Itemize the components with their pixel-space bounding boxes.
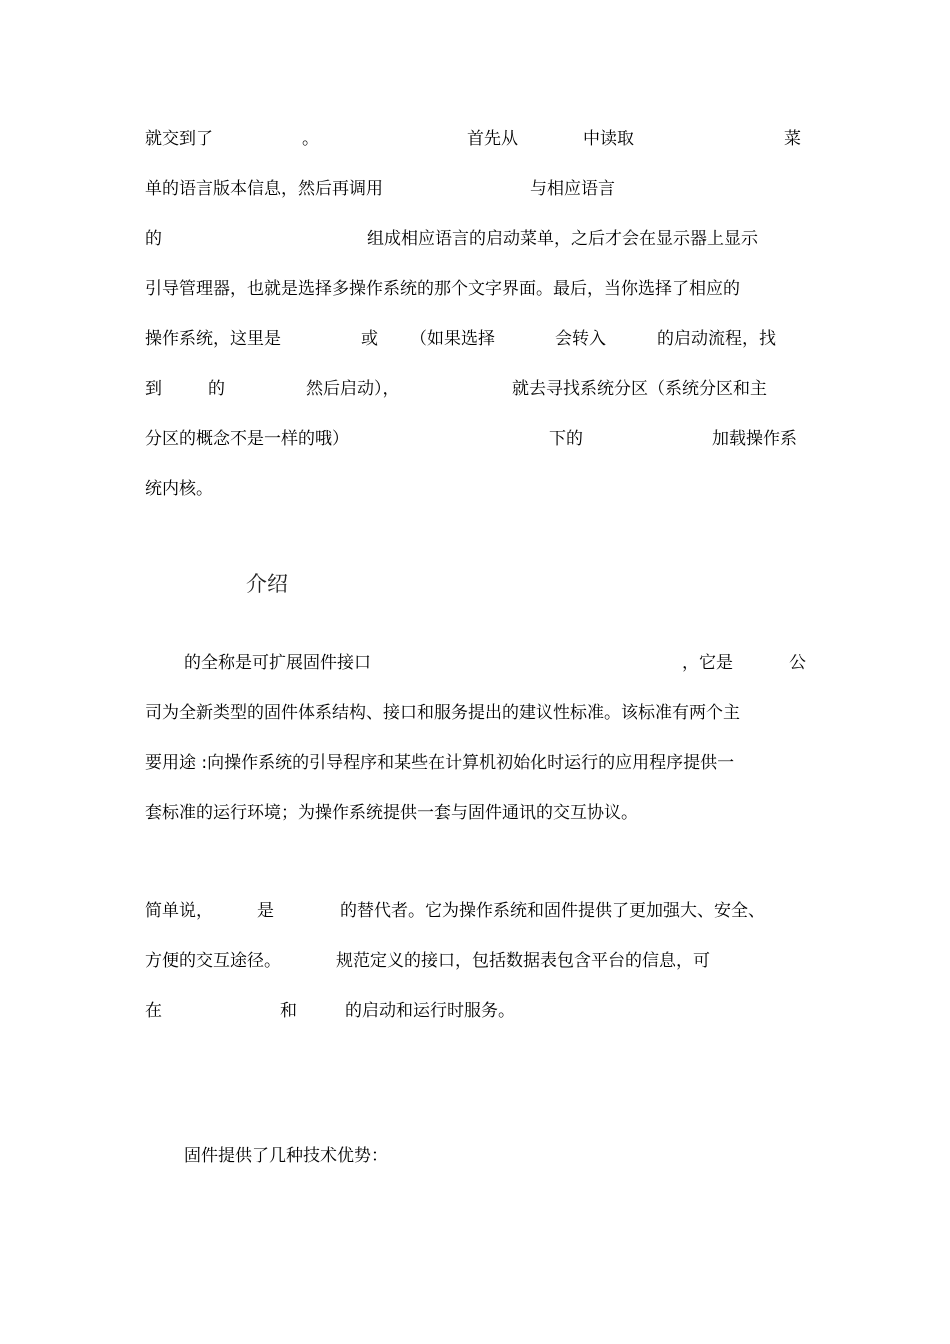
- p2-line3-a: 要用途 :向操作系统的引导程序和某些在计算机初始化时运行的应用程序提供一: [145, 753, 735, 773]
- p1-line1-a: 就交到了: [145, 129, 213, 149]
- p1-line2-b: 与相应语言: [530, 179, 615, 199]
- p1-line1-c: 首先从: [467, 129, 518, 149]
- p3-line1-a: 简单说，: [145, 901, 213, 921]
- p3-line2-a: 方便的交互途径。: [145, 951, 281, 971]
- p1-line6-a: 到: [145, 379, 162, 399]
- p2-line1-a: 的全称是可扩展固件接口: [184, 653, 371, 673]
- p3-line3-a: 在: [145, 1001, 162, 1021]
- p1-line7-a: 分区的概念不是一样的哦）: [145, 429, 349, 449]
- p1-line1-e: 菜: [784, 129, 801, 149]
- p2-line1-b: ，它是: [682, 653, 733, 673]
- p1-line2-a: 单的语言版本信息，然后再调用: [145, 179, 383, 199]
- p3-line3-b: 和: [280, 1001, 297, 1021]
- p1-line6-b: 的: [208, 379, 225, 399]
- p3-line2-b: 规范定义的接口，包括数据表包含平台的信息，可: [336, 951, 710, 971]
- p1-line7-c: 加载操作系: [712, 429, 797, 449]
- p2-line2-a: 司为全新类型的固件体系结构、接口和服务提出的建议性标准。该标准有两个主: [145, 703, 740, 723]
- p2-line1-c: 公: [789, 653, 806, 673]
- p1-line7-b: 下的: [549, 429, 583, 449]
- p2-line4-a: 套标准的运行环境；为操作系统提供一套与固件通讯的交互协议。: [145, 803, 638, 823]
- p3-line1-b: 是: [257, 901, 274, 921]
- p1-line3-b: 组成相应语言的启动菜单，之后才会在显示器上显示: [367, 229, 758, 249]
- p1-line8-a: 统内核。: [145, 479, 213, 499]
- p1-line5-a: 操作系统，这里是: [145, 329, 281, 349]
- p1-line5-e: 的启动流程，找: [657, 329, 776, 349]
- p1-line4-a: 引导管理器，也就是选择多操作系统的那个文字界面。最后，当你选择了相应的: [145, 279, 740, 299]
- p4-line1-a: 固件提供了几种技术优势：: [184, 1146, 388, 1166]
- p1-line3-a: 的: [145, 229, 162, 249]
- p1-line6-c: 然后启动），: [306, 379, 400, 399]
- p1-line1-d: 中读取: [583, 129, 634, 149]
- p1-line6-d: 就去寻找系统分区（系统分区和主: [512, 379, 767, 399]
- section-heading: 介绍: [246, 572, 288, 596]
- p1-line5-c: （如果选择: [410, 329, 495, 349]
- p1-line5-d: 会转入: [555, 329, 606, 349]
- p1-line1-b: 。: [302, 129, 319, 149]
- p3-line3-c: 的启动和运行时服务。: [345, 1001, 515, 1021]
- p1-line5-b: 或: [361, 329, 378, 349]
- p3-line1-c: 的替代者。它为操作系统和固件提供了更加强大、安全、: [340, 901, 765, 921]
